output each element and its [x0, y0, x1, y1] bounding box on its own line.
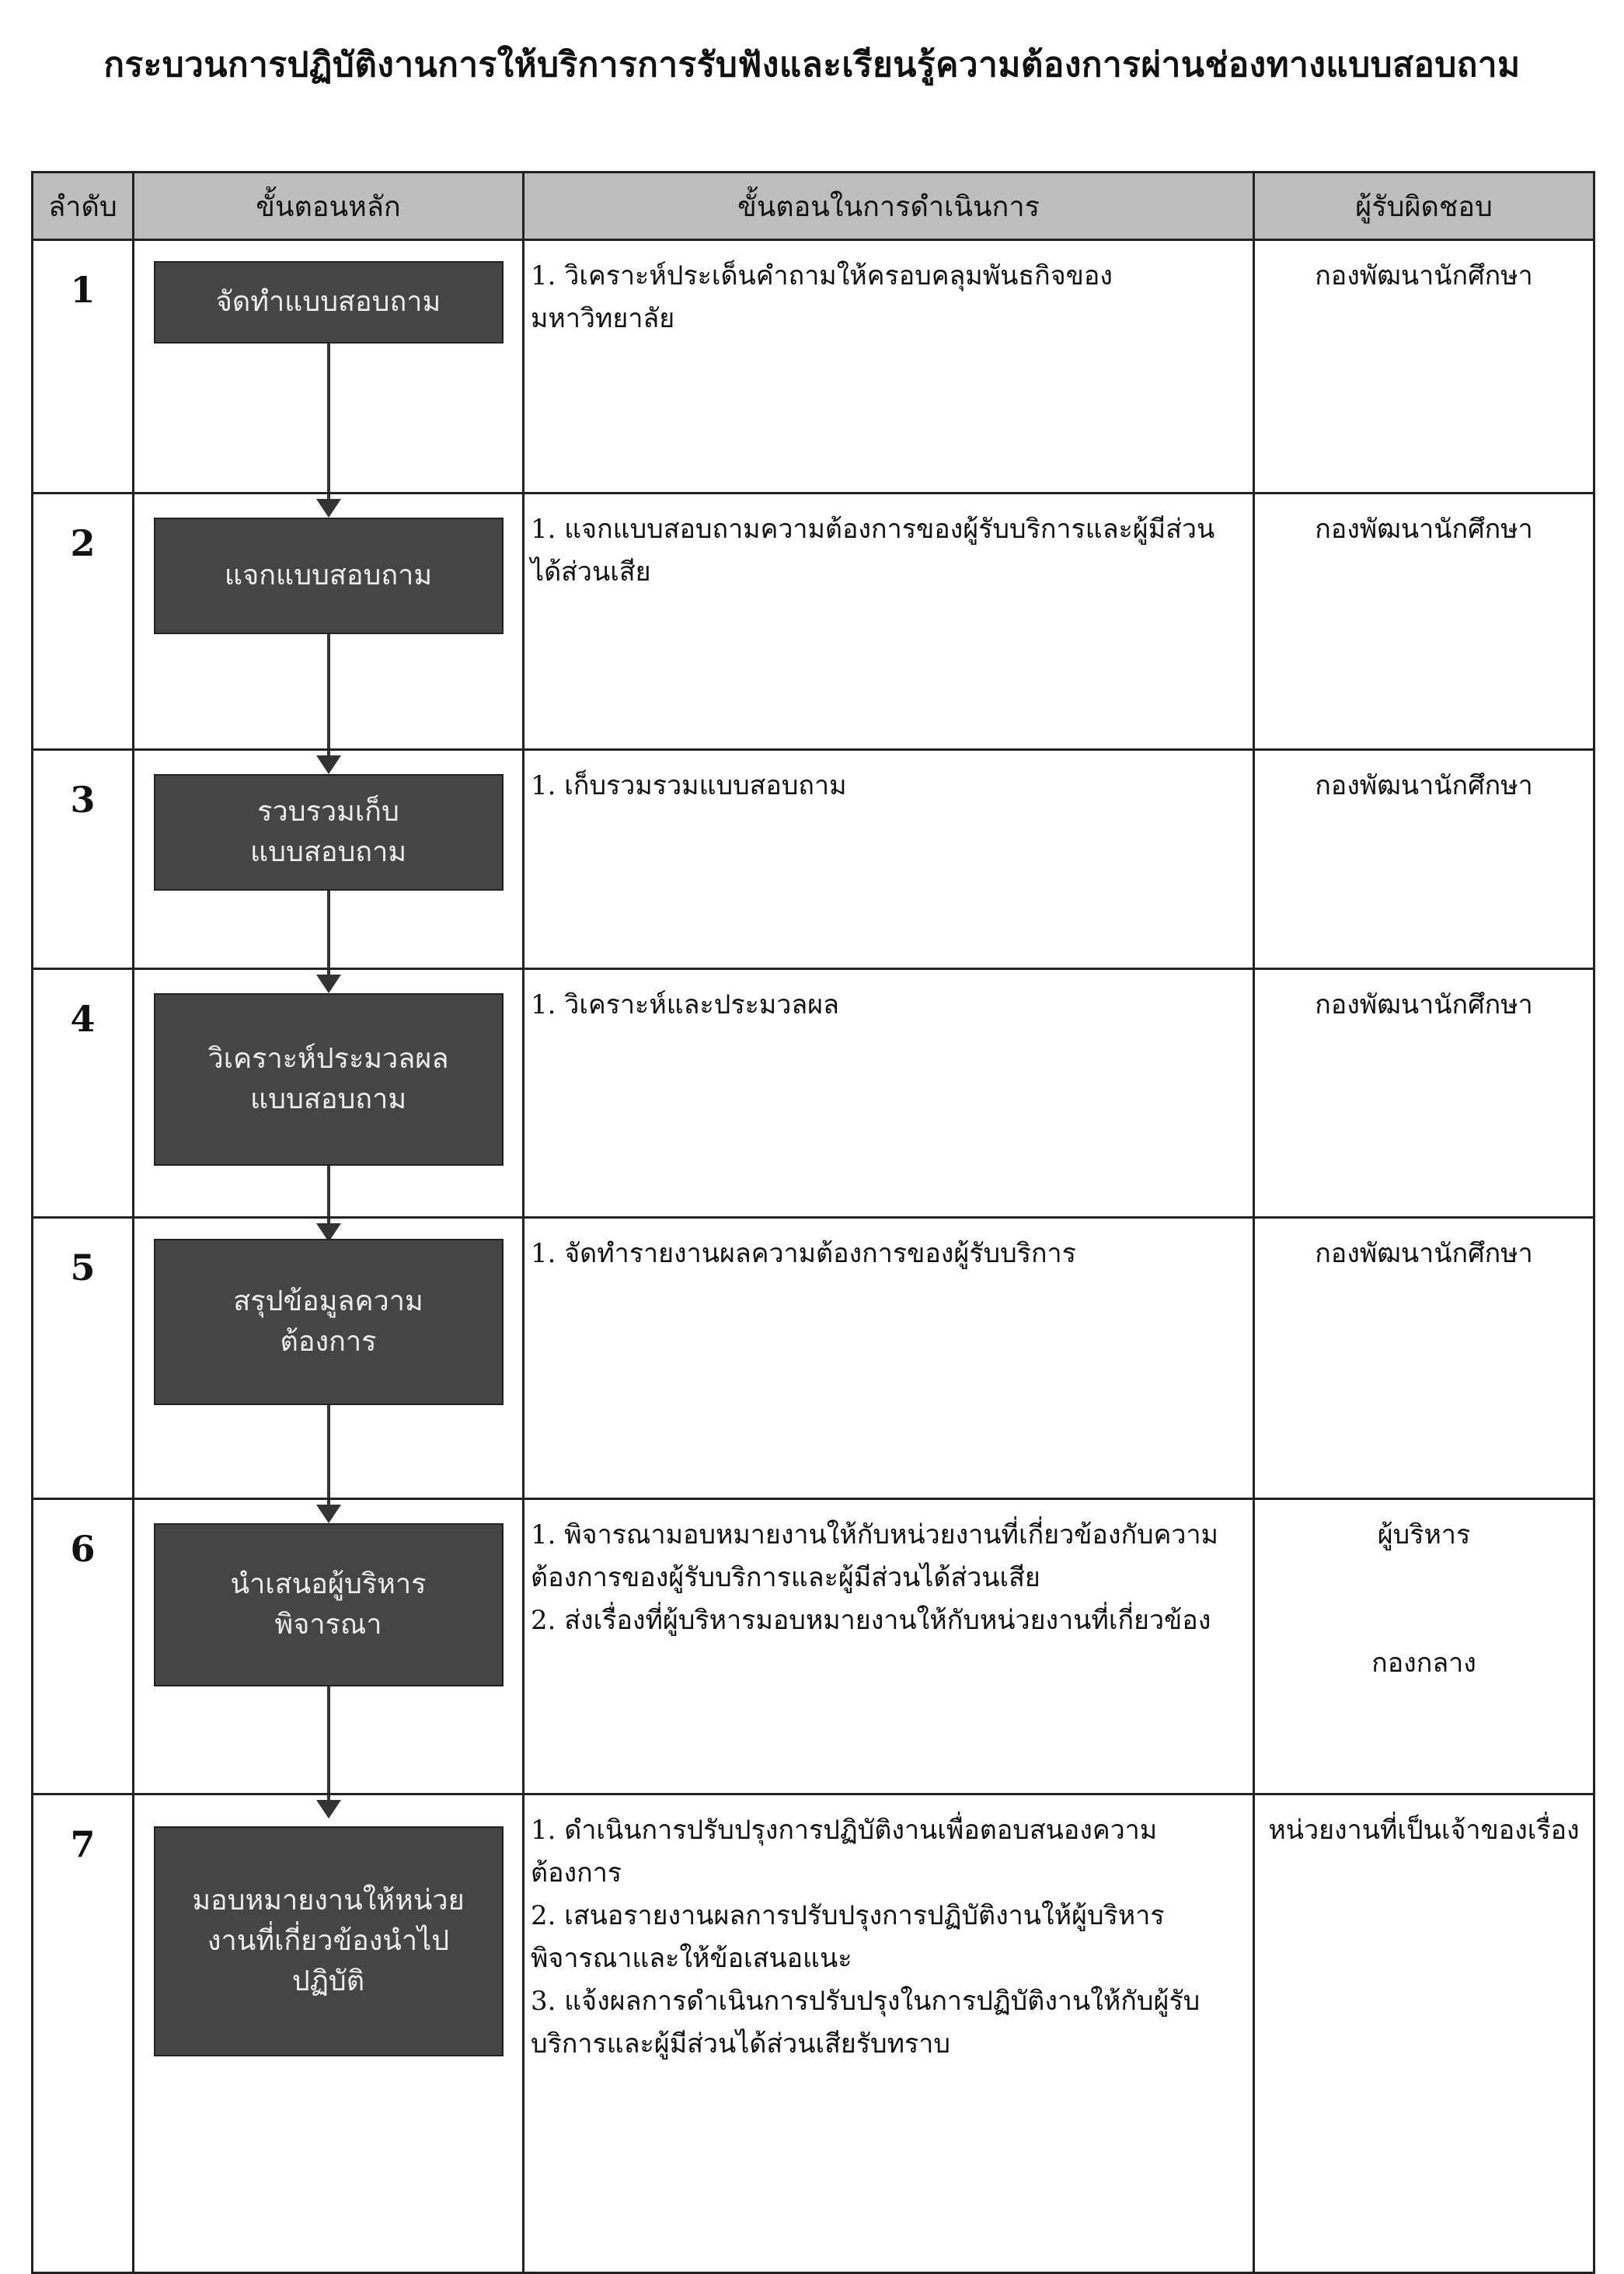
- header-detail: ขั้นตอนในการดำเนินการ: [524, 173, 1254, 240]
- responsible-cell: [1254, 240, 1594, 494]
- step-box: แจกแบบสอบถาม: [154, 518, 504, 634]
- table-row: [33, 1499, 1594, 1794]
- flow-connector: [327, 1404, 330, 1498]
- detail-cell: [524, 1218, 1254, 1499]
- responsible-item: กองพัฒนานักศึกษา: [1315, 770, 1533, 801]
- detail-item: 3. แจ้งผลการดำเนินการปรับปรุงในการปฏิบัติงานให้กับผู้รับบริการและผู้มีส่วนได้ส่วนเสียรับทราบ: [531, 1986, 1201, 2060]
- step-number: 1: [33, 240, 134, 494]
- detail-cell: [524, 494, 1254, 750]
- table-header-row: [33, 173, 1594, 240]
- responsible-cell: [1254, 494, 1594, 750]
- page-title: กระบวนการปฏิบัติงานการให้บริการการรับฟังและเรียนรู้ความต้องการผ่านช่องทางแบบสอบถาม: [103, 45, 1521, 85]
- responsible-item: กองพัฒนานักศึกษา: [1315, 1238, 1533, 1269]
- table-row: [33, 1794, 1594, 2273]
- flow-connector: [327, 633, 330, 748]
- header-responsible: ผู้รับผิดชอบ: [1254, 173, 1594, 240]
- detail-item: 1. แจกแบบสอบถามความต้องการของผู้รับบริการและผู้มีส่วนได้ส่วนเสีย: [531, 514, 1215, 588]
- detail-item: 1. จัดทำรายงานผลความต้องการของผู้รับบริการ: [531, 1238, 1076, 1269]
- arrow-down-icon: [316, 499, 341, 518]
- detail-item: 1. พิจารณามอบหมายงานให้กับหน่วยงานที่เกี่ยวข้องกับความต้องการของผู้รับบริการและผู้มีส่วนได้ส่วนเสีย: [531, 1519, 1218, 1594]
- table-row: [33, 750, 1594, 969]
- arrow-down-icon: [316, 755, 341, 774]
- flow-connector: [327, 1164, 330, 1216]
- responsible-item: กองพัฒนานักศึกษา: [1315, 514, 1533, 545]
- detail-cell: [524, 969, 1254, 1218]
- step-box: จัดทำแบบสอบถาม: [154, 261, 504, 344]
- detail-cell: [524, 1499, 1254, 1794]
- responsible-item: ผู้บริหาร: [1377, 1519, 1471, 1550]
- step-box: สรุปข้อมูลความต้องการ: [154, 1239, 504, 1405]
- step-box: มอบหมายงานให้หน่วยงานที่เกี่ยวข้องนำไปปฏิบัติ: [154, 1826, 504, 2056]
- main-step-cell: [134, 1499, 524, 1794]
- step-number: 6: [33, 1499, 134, 1794]
- responsible-cell: [1254, 750, 1594, 969]
- responsible-item: หน่วยงานที่เป็นเจ้าของเรื่อง: [1268, 1815, 1580, 1846]
- responsible-item: กองกลาง: [1371, 1648, 1476, 1679]
- step-box: นำเสนอผู้บริหารพิจารณา: [154, 1523, 504, 1686]
- step-number: 7: [33, 1794, 134, 2273]
- header-seq: ลำดับ: [33, 173, 134, 240]
- table-row: [33, 969, 1594, 1218]
- table-row: [33, 240, 1594, 494]
- detail-cell: [524, 240, 1254, 494]
- arrow-down-icon: [316, 1800, 341, 1819]
- responsible-cell: [1254, 1499, 1594, 1794]
- responsible-item: กองพัฒนานักศึกษา: [1315, 989, 1533, 1020]
- main-step-cell: [134, 240, 524, 494]
- main-step-cell: [134, 750, 524, 969]
- detail-item: 2. เสนอรายงานผลการปรับปรุงการปฏิบัติงานให้ผู้บริหารพิจารณาและให้ข้อเสนอแนะ: [531, 1900, 1165, 1975]
- main-step-cell: [134, 969, 524, 1218]
- detail-item: 2. ส่งเรื่องที่ผู้บริหารมอบหมายงานให้กับหน่วยงานที่เกี่ยวข้อง: [531, 1605, 1211, 1637]
- main-step-cell: [134, 494, 524, 750]
- responsible-cell: [1254, 969, 1594, 1218]
- responsible-item: กองพัฒนานักศึกษา: [1315, 260, 1533, 291]
- detail-item: 1. วิเคราะห์ประเด็นคำถามให้ครอบคลุมพันธกิจของมหาวิทยาลัย: [531, 260, 1113, 335]
- step-number: 3: [33, 750, 134, 969]
- table-row: [33, 1218, 1594, 1499]
- header-main-step: ขั้นตอนหลัก: [134, 173, 524, 240]
- step-box: วิเคราะห์ประมวลผลแบบสอบถาม: [154, 993, 504, 1166]
- detail-item: 1. ดำเนินการปรับปรุงการปฏิบัติงานเพื่อตอบสนองความต้องการ: [531, 1815, 1158, 1889]
- arrow-down-icon: [316, 975, 341, 993]
- step-number: 4: [33, 969, 134, 1218]
- detail-cell: [524, 750, 1254, 969]
- main-step-cell: [134, 1794, 524, 2273]
- step-number: 2: [33, 494, 134, 750]
- detail-item: 1. เก็บรวมรวมแบบสอบถาม: [531, 770, 847, 801]
- process-table: [31, 171, 1595, 2274]
- arrow-down-icon: [316, 1505, 341, 1523]
- main-step-cell: [134, 1218, 524, 1499]
- step-box: รวบรวมเก็บแบบสอบถาม: [154, 774, 504, 891]
- flow-connector: [327, 889, 330, 968]
- flow-connector: [327, 342, 330, 492]
- step-number: 5: [33, 1218, 134, 1499]
- responsible-cell: [1254, 1794, 1594, 2273]
- responsible-cell: [1254, 1218, 1594, 1499]
- flow-connector: [327, 1685, 330, 1793]
- detail-item: 1. วิเคราะห์และประมวลผล: [531, 989, 839, 1020]
- detail-cell: [524, 1794, 1254, 2273]
- table-row: [33, 494, 1594, 750]
